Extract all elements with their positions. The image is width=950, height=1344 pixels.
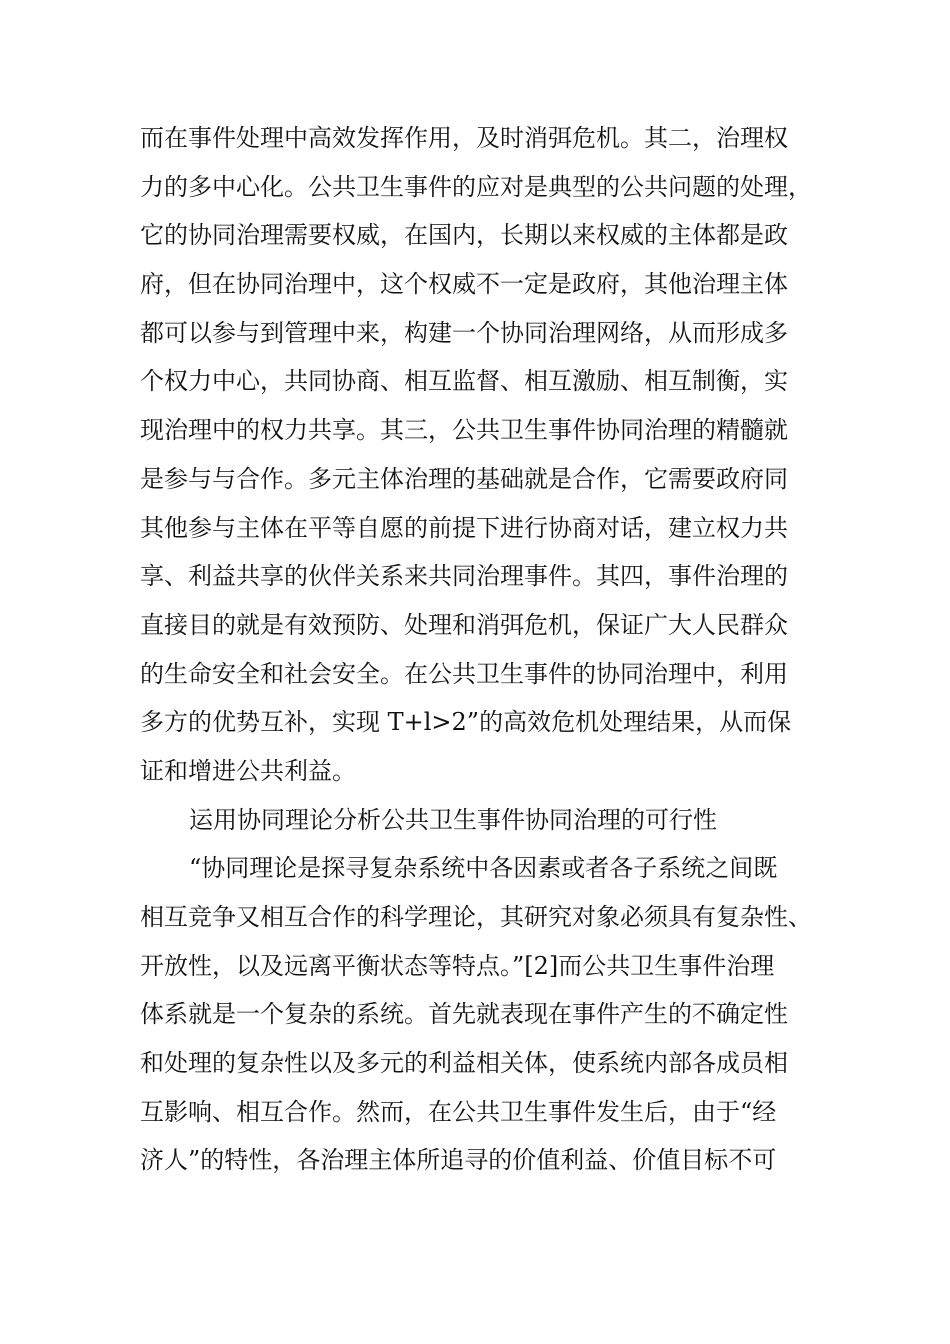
text-line: 力的多中心化。公共卫生事件的应对是典型的公共问题的处理， xyxy=(140,172,812,201)
text-line: 是参与与合作。多元主体治理的基础就是合作，它需要政府同 xyxy=(140,464,788,493)
text-line: 和处理的复杂性以及多元的利益相关体，使系统内部各成员相 xyxy=(140,1049,788,1078)
text-line: 个权力中心，共同协商、相互监督、相互激励、相互制衡，实 xyxy=(140,367,788,396)
text-line: 的生命安全和社会安全。在公共卫生事件的协同治理中，利用 xyxy=(140,659,788,688)
text-line: 体系就是一个复杂的系统。首先就表现在事件产生的不确定性 xyxy=(140,1000,788,1029)
text-line: 直接目的就是有效预防、处理和消弭危机，保证广大人民群众 xyxy=(140,610,788,639)
text-line: 其他参与主体在平等自愿的前提下进行协商对话，建立权力共 xyxy=(140,513,788,542)
text-line: 享、利益共享的伙伴关系来共同治理事件。其四，事件治理的 xyxy=(140,562,788,591)
text-line: 开放性，以及远离平衡状态等特点。”[2]而公共卫生事件治理 xyxy=(140,951,775,980)
text-line: 多方的优势互补，实现 T+l>2”的高效危机处理结果，从而保 xyxy=(140,708,792,737)
text-line: 互影响、相互合作。然而，在公共卫生事件发生后，由于“经 xyxy=(140,1097,777,1126)
text-line: 府，但在协同治理中，这个权威不一定是政府，其他治理主体 xyxy=(140,270,788,299)
text-line: 证和增进公共利益。 xyxy=(140,756,356,785)
text-line: 而在事件处理中高效发挥作用，及时消弭危机。其二，治理权 xyxy=(140,124,788,152)
text-line: 都可以参与到管理中来，构建一个协同治理网络，从而形成多 xyxy=(140,318,788,347)
body-text xyxy=(140,114,860,1185)
section-heading: 运用协同理论分析公共卫生事件协同治理的可行性 xyxy=(189,805,717,834)
text-line: 现治理中的权力共享。其三，公共卫生事件协同治理的精髓就 xyxy=(140,416,788,445)
text-line: 相互竞争又相互合作的科学理论，其研究对象必须具有复杂性、 xyxy=(140,903,812,931)
text-line: “协同理论是探寻复杂系统中各因素或者各子系统之间既 xyxy=(189,854,778,883)
text-line: 它的协同治理需要权威，在国内，长期以来权威的主体都是政 xyxy=(140,221,788,250)
text-line: 济人”的特性，各治理主体所追寻的价值利益、价值目标不可 xyxy=(140,1146,777,1175)
